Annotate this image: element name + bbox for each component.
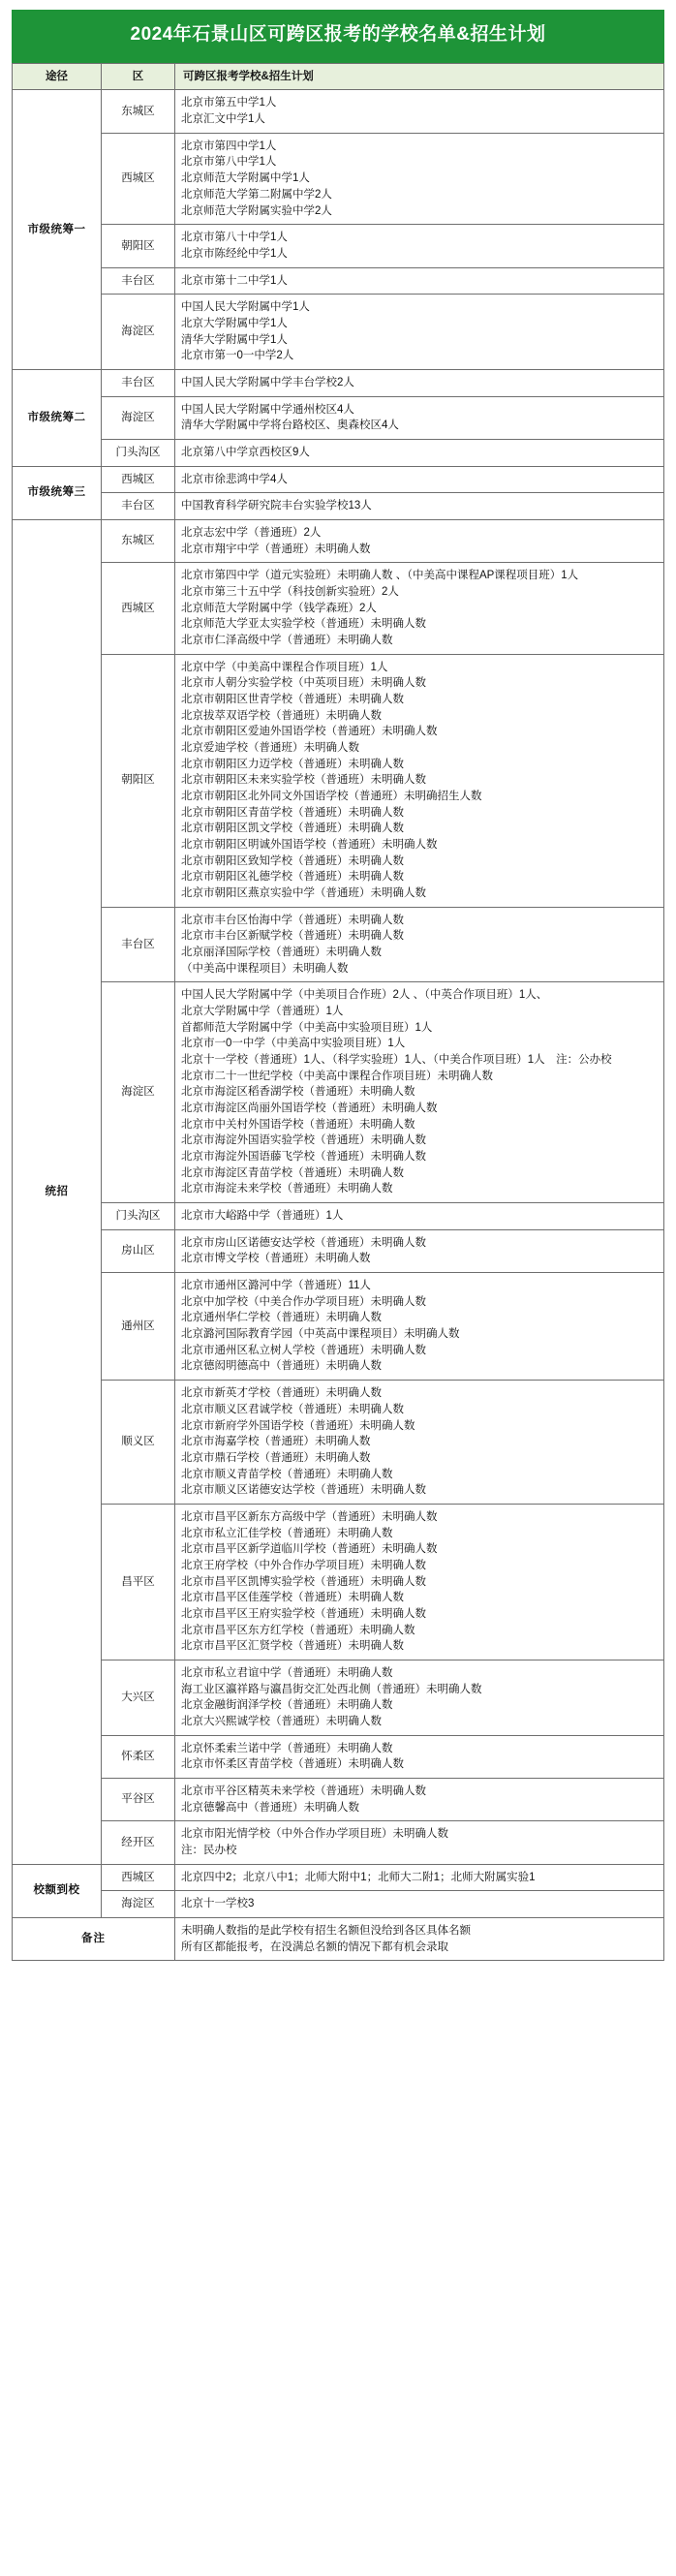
district-cell: 怀柔区 bbox=[102, 1735, 175, 1778]
column-header-path: 途径 bbox=[13, 63, 102, 90]
plan-line: 北京大学附属中学（普通班）1人 bbox=[181, 1006, 344, 1018]
district-cell: 大兴区 bbox=[102, 1660, 175, 1735]
plan-line: 北京市二十一世纪学校（中美高中课程合作项目班）未明确人数 bbox=[181, 1070, 493, 1082]
plan-line: 北京市朝阳区凯文学校（普通班）未明确人数 bbox=[181, 822, 404, 835]
plan-line: 北京市一0一中学（中美高中实验项目班）1人 bbox=[181, 1038, 406, 1050]
plan-line: 北京潞河国际教育学园（中英高中课程项目）未明确人数 bbox=[181, 1328, 460, 1341]
footnote-label: 备注 bbox=[13, 1917, 175, 1960]
plan-line: 北京怀柔索兰诺中学（普通班）未明确人数 bbox=[181, 1742, 393, 1754]
table-row bbox=[13, 1891, 664, 1918]
plan-line: 北京市平谷区精英未来学校（普通班）未明确人数 bbox=[181, 1785, 426, 1797]
table-row bbox=[13, 1864, 664, 1891]
table-row bbox=[13, 1203, 664, 1230]
plan-line: 北京十一学校（普通班）1人、（科学实验班）1人、（中美合作项目班）1人 注：公办校 bbox=[181, 1054, 612, 1067]
district-cell: 通州区 bbox=[102, 1273, 175, 1381]
plan-cell bbox=[175, 1891, 664, 1918]
plan-line: 北京市昌平区凯博实验学校（普通班）未明确人数 bbox=[181, 1575, 426, 1588]
plan-line: 北京市昌平区新学道临川学校（普通班）未明确人数 bbox=[181, 1543, 438, 1556]
plan-line: 北京四中2；北京八中1；北师大附中1；北师大二附1；北师大附属实验1 bbox=[181, 1871, 536, 1883]
plan-line: 北京市新英才学校（普通班）未明确人数 bbox=[181, 1387, 382, 1400]
district-cell: 门头沟区 bbox=[102, 439, 175, 466]
page-title: 2024年石景山区可跨区报考的学校名单&招生计划 bbox=[12, 10, 664, 63]
district-cell: 昌平区 bbox=[102, 1504, 175, 1660]
table-row bbox=[13, 1735, 664, 1778]
path-cell: 校额到校 bbox=[13, 1864, 102, 1917]
district-cell: 朝阳区 bbox=[102, 654, 175, 907]
table-row bbox=[13, 1660, 664, 1735]
plan-line: 北京市朝阳区爱迪外国语学校（普通班）未明确人数 bbox=[181, 726, 438, 738]
plan-line: 北京王府学校（中外合作办学项目班）未明确人数 bbox=[181, 1559, 426, 1571]
footnote-row bbox=[13, 1917, 664, 1960]
plan-line: 北京市朝阳区世青学校（普通班）未明确人数 bbox=[181, 693, 404, 705]
plan-line: 北京市徐悲鸿中学4人 bbox=[181, 473, 288, 485]
plan-line: 北京第八中学京西校区9人 bbox=[181, 446, 310, 458]
plan-line: 北京市仁泽高级中学（普通班）未明确人数 bbox=[181, 634, 393, 646]
plan-line: 北京德馨高中（普通班）未明确人数 bbox=[181, 1801, 359, 1814]
table-row bbox=[13, 982, 664, 1203]
cross-district-plan-table bbox=[12, 63, 664, 1962]
district-cell: 房山区 bbox=[102, 1229, 175, 1272]
plan-cell bbox=[175, 519, 664, 562]
plan-cell bbox=[175, 1778, 664, 1820]
plan-line: 清华大学附属中学将台路校区、奥森校区4人 bbox=[181, 419, 399, 432]
plan-line: 北京市私立汇佳学校（普通班）未明确人数 bbox=[181, 1527, 393, 1539]
plan-line: 北京汇文中学1人 bbox=[181, 113, 265, 126]
plan-line: 北京市第八中学1人 bbox=[181, 156, 277, 169]
column-header-district: 区 bbox=[102, 63, 175, 90]
path-cell: 市级统筹一 bbox=[13, 90, 102, 369]
plan-cell bbox=[175, 1504, 664, 1660]
plan-line: 北京市第五中学1人 bbox=[181, 97, 277, 109]
plan-line: 北京市阳光情学校（中外合作办学项目班）未明确人数 bbox=[181, 1828, 448, 1841]
plan-line: 北京市海淀区青苗学校（普通班）未明确人数 bbox=[181, 1166, 404, 1179]
plan-line: 北京师范大学附属中学1人 bbox=[181, 172, 310, 185]
plan-line: 北京市昌平区汇贤学校（普通班）未明确人数 bbox=[181, 1640, 404, 1653]
path-cell: 市级统筹二 bbox=[13, 369, 102, 466]
plan-cell bbox=[175, 396, 664, 439]
district-cell: 朝阳区 bbox=[102, 225, 175, 267]
plan-line: 北京市新府学外国语学校（普通班）未明确人数 bbox=[181, 1419, 415, 1432]
plan-line: 北京市大峪路中学（普通班）1人 bbox=[181, 1210, 344, 1223]
table-row bbox=[13, 1778, 664, 1820]
table-row bbox=[13, 466, 664, 493]
plan-line: 北京拔萃双语学校（普通班）未明确人数 bbox=[181, 709, 382, 722]
plan-cell bbox=[175, 1381, 664, 1505]
plan-cell bbox=[175, 1229, 664, 1272]
plan-line: 北京市顺义区君诚学校（普通班）未明确人数 bbox=[181, 1403, 404, 1415]
district-cell: 西城区 bbox=[102, 563, 175, 654]
plan-line: 北京市中关村外国语学校（普通班）未明确人数 bbox=[181, 1118, 415, 1131]
district-cell: 顺义区 bbox=[102, 1381, 175, 1505]
plan-cell bbox=[175, 369, 664, 396]
district-cell: 东城区 bbox=[102, 90, 175, 133]
plan-line: 北京市朝阳区北外同文外国语学校（普通班）未明确招生人数 bbox=[181, 790, 482, 802]
table-row bbox=[13, 907, 664, 982]
plan-line: 北京市第一0一中学2人 bbox=[181, 350, 294, 362]
plan-line: 北京市海嘉学校（普通班）未明确人数 bbox=[181, 1436, 371, 1448]
plan-line: 中国人民大学附属中学通州校区4人 bbox=[181, 403, 354, 416]
plan-line: 北京市房山区诺德安达学校（普通班）未明确人数 bbox=[181, 1236, 426, 1249]
column-header-plan: 可跨区报考学校&招生计划 bbox=[175, 63, 664, 90]
plan-line: 清华大学附属中学1人 bbox=[181, 333, 288, 346]
district-cell: 经开区 bbox=[102, 1821, 175, 1864]
plan-line: 北京市丰台区怡海中学（普通班）未明确人数 bbox=[181, 914, 404, 926]
plan-line: 北京市朝阳区力迈学校（普通班）未明确人数 bbox=[181, 758, 404, 770]
plan-line: 中国人民大学附属中学（中美项目合作班）2人 、（中英合作项目班）1人、 bbox=[181, 989, 548, 1002]
district-cell: 丰台区 bbox=[102, 493, 175, 520]
plan-line: 首都师范大学附属中学（中美高中实验项目班）1人 bbox=[181, 1021, 433, 1034]
plan-line: 北京市人朝分实验学校（中英项目班）未明确人数 bbox=[181, 677, 426, 690]
plan-line: 北京大兴熙诚学校（普通班）未明确人数 bbox=[181, 1715, 382, 1727]
table-row bbox=[13, 295, 664, 370]
district-cell: 海淀区 bbox=[102, 1891, 175, 1918]
district-cell: 西城区 bbox=[102, 133, 175, 224]
district-cell: 丰台区 bbox=[102, 907, 175, 982]
table-row bbox=[13, 519, 664, 562]
table-row bbox=[13, 1821, 664, 1864]
footnote-line: 未明确人数指的是此学校有招生名额但没给到各区具体名额 bbox=[181, 1924, 471, 1937]
plan-line: 北京市陈经纶中学1人 bbox=[181, 247, 288, 260]
plan-line: 北京中学（中美高中课程合作项目班）1人 bbox=[181, 661, 388, 673]
plan-line: 北京市鼎石学校（普通班）未明确人数 bbox=[181, 1451, 371, 1464]
plan-line: 北京通州华仁学校（普通班）未明确人数 bbox=[181, 1312, 382, 1324]
plan-cell bbox=[175, 267, 664, 295]
plan-line: 北京师范大学第二附属中学2人 bbox=[181, 188, 332, 201]
table-row bbox=[13, 1229, 664, 1272]
district-cell: 海淀区 bbox=[102, 982, 175, 1203]
plan-line: 北京市第四中学（道元实验班）未明确人数 、（中美高中课程AP课程项目班）1人 bbox=[181, 570, 579, 582]
plan-line: 北京市私立君谊中学（普通班）未明确人数 bbox=[181, 1666, 393, 1679]
table-row bbox=[13, 90, 664, 133]
district-cell: 西城区 bbox=[102, 466, 175, 493]
plan-cell bbox=[175, 1273, 664, 1381]
plan-cell bbox=[175, 493, 664, 520]
plan-line: 北京市通州区私立树人学校（普通班）未明确人数 bbox=[181, 1344, 426, 1356]
plan-line: 北京市朝阳区致知学校（普通班）未明确人数 bbox=[181, 854, 404, 867]
plan-line: 北京市顺义青苗学校（普通班）未明确人数 bbox=[181, 1468, 393, 1480]
plan-line: 北京市丰台区新赋学校（普通班）未明确人数 bbox=[181, 930, 404, 943]
plan-cell bbox=[175, 90, 664, 133]
district-cell: 海淀区 bbox=[102, 396, 175, 439]
plan-line: 中国人民大学附属中学1人 bbox=[181, 301, 310, 314]
district-cell: 海淀区 bbox=[102, 295, 175, 370]
table-row bbox=[13, 563, 664, 654]
plan-line: 北京市顺义区诺德安达学校（普通班）未明确人数 bbox=[181, 1484, 426, 1497]
plan-line: 北京市海淀外国语藤飞学校（普通班）未明确人数 bbox=[181, 1151, 426, 1164]
table-row bbox=[13, 133, 664, 224]
plan-line: 北京市朝阳区明诚外国语学校（普通班）未明确人数 bbox=[181, 839, 438, 851]
table-row bbox=[13, 396, 664, 439]
plan-line: 中国人民大学附属中学丰台学校2人 bbox=[181, 376, 354, 388]
district-cell: 东城区 bbox=[102, 519, 175, 562]
plan-cell bbox=[175, 907, 664, 982]
plan-cell bbox=[175, 1735, 664, 1778]
plan-line: 北京市朝阳区青苗学校（普通班）未明确人数 bbox=[181, 806, 404, 819]
table-row bbox=[13, 1273, 664, 1381]
plan-cell bbox=[175, 295, 664, 370]
plan-cell bbox=[175, 133, 664, 224]
plan-line: 北京志宏中学（普通班）2人 bbox=[181, 526, 322, 539]
table-row bbox=[13, 493, 664, 520]
table-row bbox=[13, 1504, 664, 1660]
plan-line: 北京市昌平区王府实验学校（普通班）未明确人数 bbox=[181, 1607, 426, 1620]
plan-line: 北京市朝阳区燕京实验中学（普通班）未明确人数 bbox=[181, 887, 426, 900]
district-cell: 丰台区 bbox=[102, 267, 175, 295]
plan-cell bbox=[175, 1660, 664, 1735]
plan-line: 中国教育科学研究院丰台实验学校13人 bbox=[181, 500, 372, 512]
plan-line: 海工业区瀛祥路与瀛昌街交汇处西北侧（普通班）未明确人数 bbox=[181, 1683, 482, 1695]
plan-line: 北京市海淀区尚丽外国语学校（普通班）未明确人数 bbox=[181, 1102, 438, 1115]
plan-line: 北京师范大学亚太实验学校（普通班）未明确人数 bbox=[181, 618, 426, 631]
table-row bbox=[13, 654, 664, 907]
plan-line: 北京市第八十中学1人 bbox=[181, 232, 288, 244]
plan-line: 北京市朝阳区礼德学校（普通班）未明确人数 bbox=[181, 871, 404, 884]
plan-cell bbox=[175, 982, 664, 1203]
plan-line: 北京丽泽国际学校（普通班）未明确人数 bbox=[181, 947, 382, 959]
plan-line: 北京德闳明德高中（普通班）未明确人数 bbox=[181, 1360, 382, 1373]
path-cell: 市级统筹三 bbox=[13, 466, 102, 519]
footnote-line: 所有区都能报考，在没满总名额的情况下都有机会录取 bbox=[181, 1940, 448, 1953]
table-row bbox=[13, 225, 664, 267]
plan-line: 北京市翔宇中学（普通班）未明确人数 bbox=[181, 543, 371, 555]
plan-cell bbox=[175, 563, 664, 654]
plan-line: 北京爱迪学校（普通班）未明确人数 bbox=[181, 741, 359, 754]
path-cell: 统招 bbox=[13, 519, 102, 1864]
plan-line: 北京大学附属中学1人 bbox=[181, 317, 288, 329]
plan-line: 北京师范大学附属中学（钱学森班）2人 bbox=[181, 602, 377, 614]
table-row bbox=[13, 1381, 664, 1505]
plan-line: 北京市昌平区佳莲学校（普通班）未明确人数 bbox=[181, 1592, 404, 1604]
plan-line: 北京市怀柔区青苗学校（普通班）未明确人数 bbox=[181, 1758, 404, 1771]
table-body bbox=[13, 90, 664, 1961]
table-row bbox=[13, 369, 664, 396]
plan-cell bbox=[175, 225, 664, 267]
table-head bbox=[13, 63, 664, 90]
plan-line: 北京市海淀外国语实验学校（普通班）未明确人数 bbox=[181, 1134, 426, 1147]
table-row bbox=[13, 439, 664, 466]
plan-line: （中美高中课程项目）未明确人数 bbox=[181, 962, 349, 975]
plan-line: 北京市昌平区东方红学校（普通班）未明确人数 bbox=[181, 1624, 415, 1636]
plan-line: 北京十一学校3 bbox=[181, 1898, 255, 1910]
plan-line: 北京市海淀区稻香湖学校（普通班）未明确人数 bbox=[181, 1086, 415, 1099]
table-header-row bbox=[13, 63, 664, 90]
plan-line: 北京市昌平区新东方高级中学（普通班）未明确人数 bbox=[181, 1510, 438, 1523]
plan-line: 北京中加学校（中美合作办学项目班）未明确人数 bbox=[181, 1295, 426, 1308]
plan-line: 北京市朝阳区未来实验学校（普通班）未明确人数 bbox=[181, 774, 426, 787]
district-cell: 门头沟区 bbox=[102, 1203, 175, 1230]
plan-line: 北京金融街润泽学校（普通班）未明确人数 bbox=[181, 1699, 393, 1712]
plan-line: 北京市通州区潞河中学（普通班）11人 bbox=[181, 1280, 371, 1292]
plan-line: 北京市博文学校（普通班）未明确人数 bbox=[181, 1253, 371, 1265]
plan-line: 北京市第四中学1人 bbox=[181, 140, 277, 152]
plan-cell bbox=[175, 1821, 664, 1864]
table-row bbox=[13, 267, 664, 295]
plan-line: 北京师范大学附属实验中学2人 bbox=[181, 204, 332, 217]
plan-line: 北京市第十二中学1人 bbox=[181, 274, 288, 287]
plan-line: 北京市海淀未来学校（普通班）未明确人数 bbox=[181, 1183, 393, 1195]
district-cell: 平谷区 bbox=[102, 1778, 175, 1820]
footnote-body bbox=[175, 1917, 664, 1960]
plan-cell bbox=[175, 654, 664, 907]
plan-cell bbox=[175, 1864, 664, 1891]
district-cell: 丰台区 bbox=[102, 369, 175, 396]
plan-line: 北京市第三十五中学（科技创新实验班）2人 bbox=[181, 585, 399, 598]
plan-line: 注：民办校 bbox=[181, 1844, 237, 1856]
plan-cell bbox=[175, 466, 664, 493]
plan-cell bbox=[175, 439, 664, 466]
plan-cell bbox=[175, 1203, 664, 1230]
district-cell: 西城区 bbox=[102, 1864, 175, 1891]
